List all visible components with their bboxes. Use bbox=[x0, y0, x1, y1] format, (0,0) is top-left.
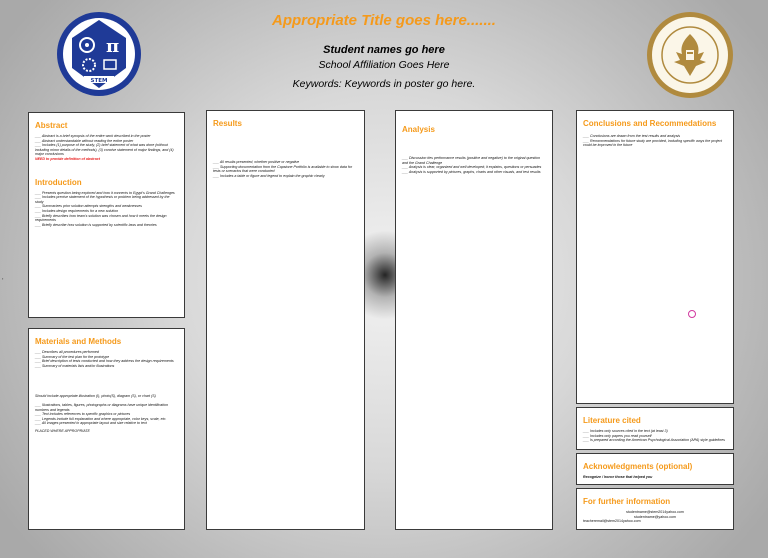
analysis-line: ___ Analysis is clear, organized and well developed; it explains, questions or persuades bbox=[402, 165, 542, 170]
materials-line: Should include appropriate illustration (I), photo(S), diagram (S), or chart (S) bbox=[35, 394, 156, 399]
literature-line: ___ Includes only sources cited in the text (at least 3) bbox=[583, 429, 668, 433]
contact-email: studentname@stem2014yahoo.com bbox=[626, 510, 684, 514]
analysis-line: ___ Analysis is supported by pictures, graphs, charts and other visuals, and test results bbox=[402, 169, 541, 174]
acknowledgments-line: Recognize / honor those that helped you bbox=[583, 475, 653, 479]
margin-mark: ▪ bbox=[2, 276, 4, 281]
conclusions-panel bbox=[576, 110, 734, 404]
literature-line: ___ Is prepared according the American Psychological Association (APA) style guidelines bbox=[583, 438, 725, 443]
introduction-line: ___ Briefly describes how team's solution was chosen and how it meets the design requirements bbox=[35, 213, 167, 223]
contact-email: teacheremail@stem2014yahoo.com bbox=[583, 519, 641, 524]
literature-panel bbox=[576, 407, 734, 450]
materials-line: ___ All images presented in appropriate layout and size relative to text bbox=[35, 421, 147, 426]
analysis-panel bbox=[395, 110, 553, 530]
results-line: ___ All results presented, whether positive or negative bbox=[213, 160, 300, 164]
analysis-heading: Analysis bbox=[402, 125, 435, 134]
further-info-panel bbox=[576, 488, 734, 530]
conclusions-line: ___ Conclusions are drawn from the test results and analysis bbox=[583, 134, 681, 138]
results-panel bbox=[206, 110, 365, 530]
materials-line: ___ Legends include full explanation and where appropriate, color keys, scale, etc. bbox=[35, 416, 167, 421]
introduction-line: ___ Presents question being explored and how it connects to Egypt's Grand Challenges bbox=[35, 190, 175, 195]
results-line: ___ Supporting documentation from the Capstone Portfolio is available to show data for tests or scenarios that were conducted bbox=[213, 164, 353, 174]
results-line: ___ Includes a table or figure and legend to explain the graphic clearly bbox=[213, 173, 325, 178]
svg-text:π: π bbox=[106, 36, 120, 57]
abstract-introduction-panel bbox=[28, 112, 185, 318]
introduction-line: ___ Briefly describe how solution is supported by scientific laws and theories bbox=[35, 222, 157, 227]
abstract-line: ___ Abstract is a brief synopsis of the entire work described in the poster bbox=[35, 134, 151, 138]
conclusions-line: ___ Recommendations for future study are provided, including specific ways the project could be improved in the future bbox=[583, 138, 723, 148]
materials-line: ___ Describes all procedures performed bbox=[35, 350, 99, 354]
materials-methods-panel bbox=[28, 328, 185, 530]
acknowledgments-heading: Acknowledgments (optional) bbox=[583, 462, 693, 471]
acknowledgments-panel bbox=[576, 453, 734, 485]
student-names: Student names go here bbox=[323, 44, 445, 56]
further-info-heading: For further information bbox=[583, 497, 671, 506]
circle-marker bbox=[688, 310, 696, 318]
materials-line: ___ Summary of the test plan for the prototype bbox=[35, 354, 110, 359]
abstract-heading: Abstract bbox=[35, 121, 68, 130]
materials-line: ___ Illustrations, tables, figures, photographs or diagrams have unique identification numbers and legends bbox=[35, 402, 169, 412]
abstract-line: ___ Abstract understandable without reading the entire poster bbox=[35, 138, 134, 143]
abstract-line: ___ Includes (1) purpose of the study, (2) brief statement of what was done (without including minor details of the methods), (3) concise statement of major findings, and (4) major conclusions bbox=[35, 143, 174, 157]
svg-text:STEM: STEM bbox=[90, 78, 108, 84]
poster-title: Appropriate Title goes here....... bbox=[272, 12, 496, 29]
abstract-note: NEED to provide definition of abstract bbox=[35, 156, 100, 161]
introduction-line: ___ Includes precise statement of the hypothesis or problem being addressed by the study bbox=[35, 195, 170, 204]
introduction-line: ___ Includes design requirements for a new solution bbox=[35, 208, 119, 213]
literature-heading: Literature cited bbox=[583, 416, 641, 425]
materials-line: ___ Summary of materials lists and/or illustrations bbox=[35, 363, 115, 368]
literature-line: ___ Includes only papers you read yourself bbox=[583, 433, 652, 438]
conclusions-heading: Conclusions and Recommedations bbox=[583, 119, 717, 128]
materials-line: ___ Brief description of tests conducted and how they address the design requirements bbox=[35, 359, 174, 364]
results-heading: Results bbox=[213, 119, 242, 128]
analysis-line: ___ Discussion ties performance results (positive and negative) to the original question and the Grand Challenge bbox=[402, 156, 541, 165]
materials-line: PLACED WHERE APPROPRIATE bbox=[35, 428, 90, 433]
school-affiliation: School Affiliation Goes Here bbox=[318, 59, 450, 71]
introduction-line: ___ Summarizes prior solution attempts strengths and weaknesses bbox=[35, 204, 142, 209]
materials-line: ___ Text includes references to specific graphics or pictures bbox=[35, 412, 131, 417]
keywords: Keywords: Keywords in poster go here. bbox=[292, 78, 476, 90]
contact-email: studentname@yahoo.com bbox=[633, 514, 676, 519]
introduction-heading: Introduction bbox=[35, 177, 82, 187]
materials-heading: Materials and Methods bbox=[35, 337, 122, 346]
